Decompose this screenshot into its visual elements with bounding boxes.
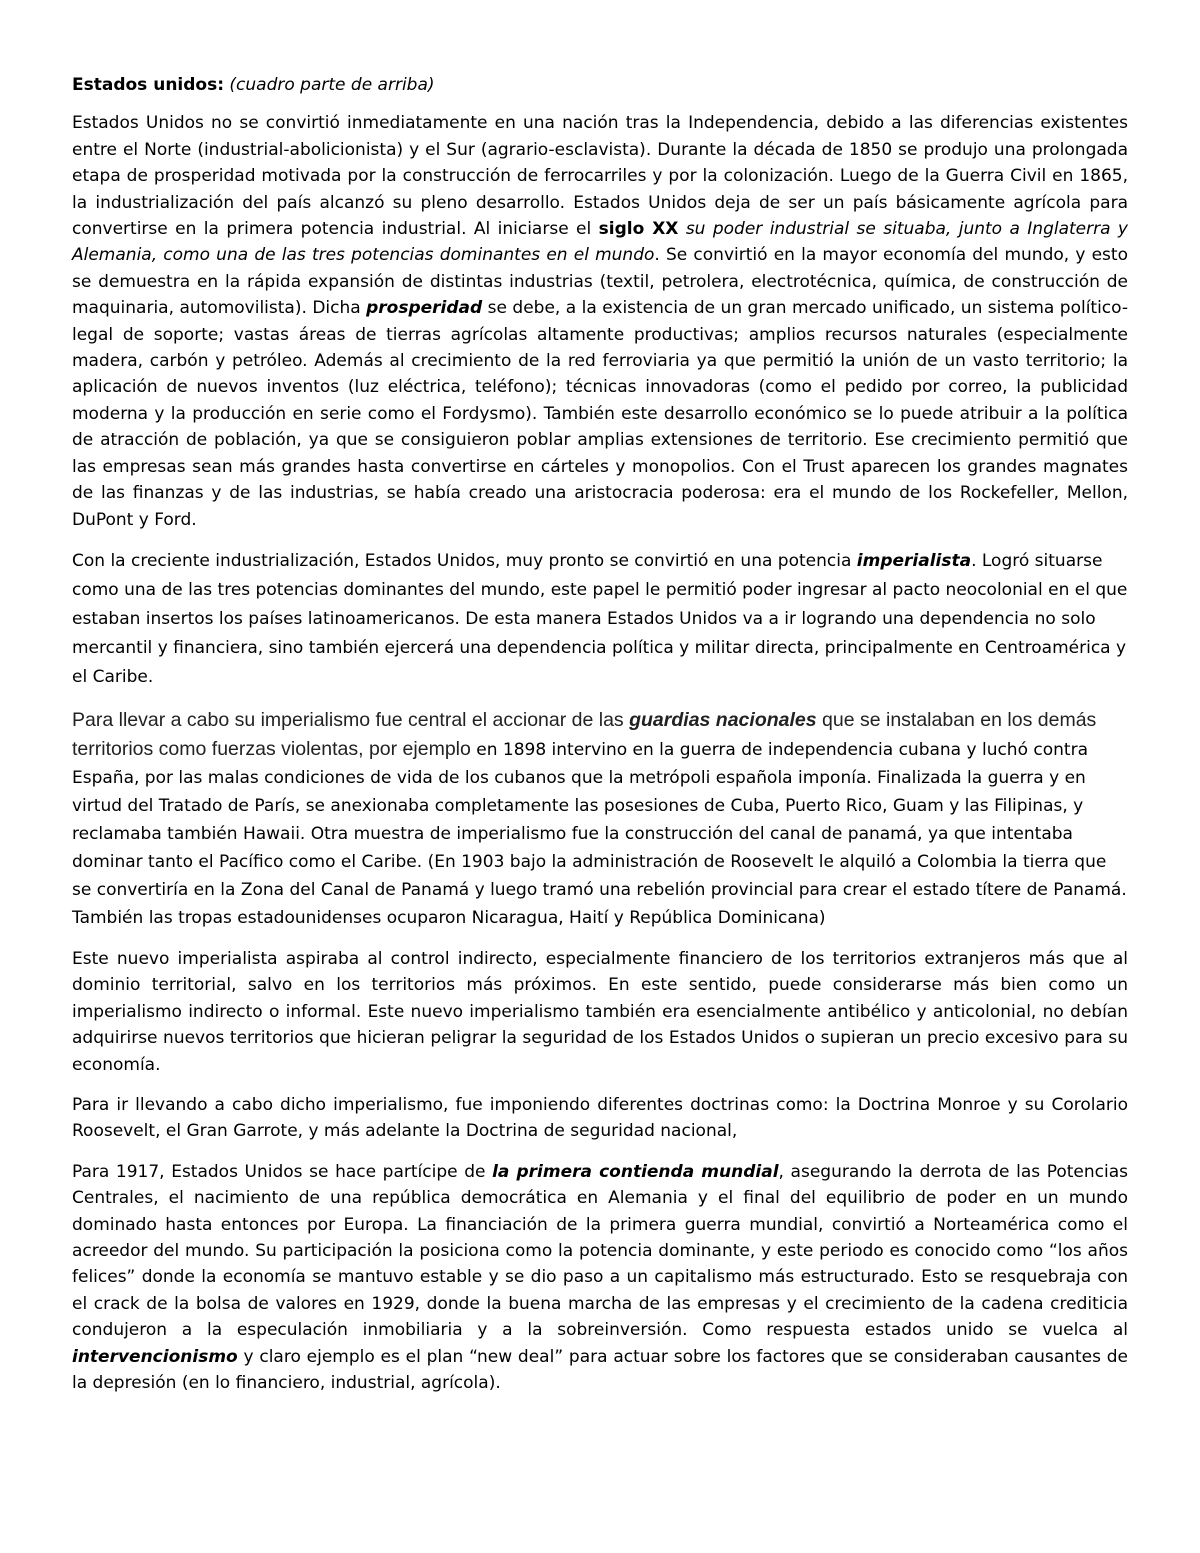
paragraph-imperialismo-indirecto — [72, 946, 1128, 1078]
paragraph-industrializacion — [72, 110, 1128, 533]
text-run-arial: Para llevar a cabo su imperialismo fue central el accionar de las — [72, 708, 630, 731]
text-run: Este nuevo imperialista aspiraba al control indirecto, especialmente financiero de los territorios extranjeros más que al dominio territorial, salvo en los territorios más próximos. En este sentido, puede considerarse más bien como un imperialismo indirecto o informal. Este nuevo imperialismo también era esencialmente antibélico y anticolonial, no debían adquirirse nuevos territorios que hicieran peligrar la seguridad de los Estados Unidos o supieran un precio excesivo para su economía. — [72, 948, 1128, 1075]
text-run-bold-italic: prosperidad — [366, 298, 483, 319]
text-run-bold-italic: la primera contienda mundial — [492, 1161, 779, 1182]
text-run: Con la creciente industrialización, Estados Unidos, muy pronto se convirtió en una potencia — [72, 550, 857, 571]
text-run: Estados Unidos no se convirtió inmediatamente en una nación tras la Independencia, debido a las diferencias existentes entre el Norte (industrial-abolicionista) y el Sur (agrario-esclavista). Durante la década de 1850 se produjo una prolongada etapa de prosperidad motivada por la construcción de ferrocarriles y por la colonización. Luego de la Guerra Civil en 1865, la industrialización del país alcanzó su pleno desarrollo. Estados Unidos deja de ser un país básicamente agrícola para convertirse en la primera potencia industrial. Al iniciarse el — [72, 113, 1128, 240]
section-heading — [72, 72, 1128, 98]
text-run: . Logró situarse como una de las tres potencias dominantes del mundo, este papel le permitió poder ingresar al pacto neocolonial en el que estaban insertos los países latinoamericanos. De esta manera Estados Unidos va a ir logrando una dependencia no solo mercantil y financiera, sino también ejercerá una dependencia política y militar directa, principalmente en Centroamérica y el Caribe. — [72, 550, 1128, 687]
text-run: y claro ejemplo es el plan “new deal” para actuar sobre los factores que se consideraban causantes de la depresión (en lo financiero, industrial, agrícola). — [72, 1346, 1128, 1393]
text-run: , asegurando la derrota de las Potencias Centrales, el nacimiento de una república democrática en Alemania y el final del equilibrio de poder en un mundo dominado hasta entonces por Europa. La financiación de la primera guerra mundial, convirtió a Norteamérica como el acreedor del mundo. Su participación la posiciona como la potencia dominante, y este periodo es conocido como “los años felices” donde la economía se mantuvo estable y se dio paso a un capitalismo más estructurado. Esto se resquebraja con el crack de la bolsa de valores en 1929, donde la buena marcha de las empresas y el crecimiento de la cadena crediticia condujeron a la especulación inmobiliaria y a la sobreinversión. Como respuesta estados unido se vuelca al — [72, 1161, 1128, 1341]
paragraph-imperialista — [72, 547, 1128, 692]
text-run: en 1898 intervino en la guerra de independencia cubana y luchó contra España, por las malas condiciones de vida de los cubanos que la metrópoli española imponía. Finalizada la guerra y en virtud del Tratado de París, se anexionaba completamente las posesiones de Cuba, Puerto Rico, Guam y las Filipinas, y reclamaba también Hawaii. Otra muestra de imperialismo fue la construcción del canal de panamá, ya que intentaba dominar tanto el Pacífico como el Caribe. (En 1903 bajo la administración de Roosevelt le alquiló a Colombia la tierra que se convertiría en la Zona del Canal de Panamá y luego tramó una rebelión provincial para crear el estado títere de Panamá. También las tropas estadounidenses ocuparon Nicaragua, Haití y República Dominicana) — [72, 739, 1127, 928]
text-run-bold-italic: guardias nacionales — [629, 708, 817, 731]
paragraph-guardias-nacionales — [72, 706, 1128, 932]
text-run: Para ir llevando a cabo dicho imperialismo, fue imponiendo diferentes doctrinas como: la Doctrina Monroe y su Corolario Roosevelt, el Gran Garrote, y más adelante la Doctrina de seguridad nacional, — [72, 1094, 1128, 1142]
text-run: . Se convirtió en la mayor economía del mundo, y esto se demuestra en la rápida expansión de distintas industrias (textil, petrolera, electrotécnica, química, de construcción de maquinaria, automovilista). Dicha — [72, 245, 1128, 319]
text-run-bold-italic: imperialista — [856, 550, 972, 571]
text-run-italic: su poder industrial se situaba, junto a Inglaterra y Alemania, como una de las tres potencias dominantes en el mundo — [72, 219, 1128, 266]
paragraph-primera-guerra — [72, 1159, 1128, 1397]
heading-label: Estados unidos: — [72, 75, 225, 95]
heading-note: (cuadro parte de arriba) — [229, 75, 435, 95]
text-run: Para 1917, Estados Unidos se hace partícipe de — [72, 1161, 493, 1182]
text-run-arial: que se instalaban en los demás territorios como fuerzas violentas, por ejemplo — [72, 708, 1097, 760]
text-run-bold: siglo XX — [598, 219, 679, 240]
text-run: se debe, a la existencia de un gran mercado unificado, un sistema político-legal de soporte; vastas áreas de tierras agrícolas altamente productivas; amplios recursos naturales (especialmente madera, carbón y petróleo. Además al crecimiento de la red ferroviaria ya que permitió la unión de un vasto territorio; la aplicación de nuevos inventos (luz eléctrica, teléfono); técnicas innovadoras (como el pedido por correo, la publicidad moderna y la producción en serie como el Fordysmo). También este desarrollo económico se lo puede atribuir a la política de atracción de población, ya que se consiguieron poblar amplias extensiones de territorio. Ese crecimiento permitió que las empresas sean más grandes hasta convertirse en cárteles y monopolios. Con el Trust aparecen los grandes magnates de las finanzas y de las industrias, se había creado una aristocracia poderosa: era el mundo de los Rockefeller, Mellon, DuPont y Ford. — [72, 298, 1129, 530]
text-run-bold-italic: intervencionismo — [72, 1346, 238, 1367]
document-page — [72, 72, 1128, 1410]
paragraph-doctrinas — [72, 1092, 1128, 1145]
